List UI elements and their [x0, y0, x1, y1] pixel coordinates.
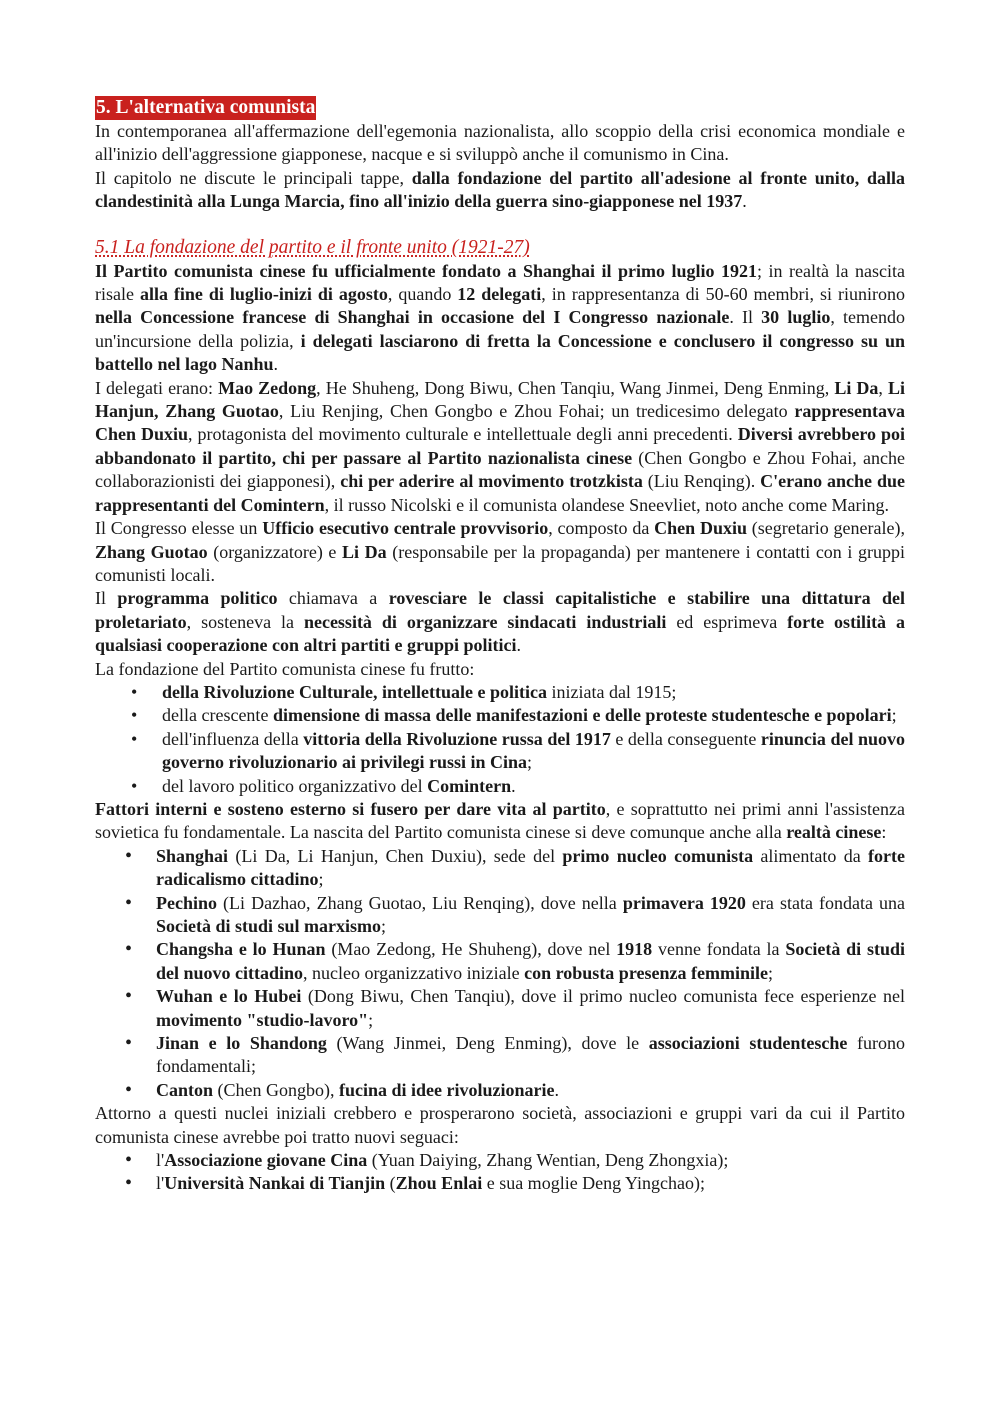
bold-run: 1918: [616, 939, 653, 960]
bold-run: Shanghai: [156, 845, 229, 866]
bold-run: Jinan e lo Shandong: [156, 1033, 327, 1054]
bold-run: chi per aderire al movimento trotzkista: [340, 471, 643, 492]
text-run: della crescente: [162, 705, 273, 726]
paragraph-congress: [95, 517, 905, 587]
text-run: e sua moglie Deng Yingchao);: [482, 1173, 705, 1194]
document-page: [95, 96, 905, 1196]
text-run: I delegati erano:: [95, 377, 219, 398]
text-run: (organizzatore) e: [207, 541, 343, 562]
text-run: furono fondamentali;: [156, 1033, 905, 1077]
bold-run: dimensione di massa delle manifestazioni e delle proteste studentesche e popolari: [272, 705, 892, 726]
text-run: , quando: [387, 284, 458, 305]
bold-run: rinuncia del nuovo governo rivoluzionario ai privilegi russi in Cina: [162, 728, 905, 773]
bold-run: Chen Duxiu: [654, 518, 747, 539]
text-run: (segretario generale),: [746, 518, 905, 539]
bold-run: Mao Zedong: [218, 377, 317, 398]
bold-run: rappresentava Chen Duxiu: [95, 401, 905, 445]
chapter-intro: In contemporanea all'affermazione dell'egemonia nazionalista, allo scoppio della crisi economica mondiale e all'inizio dell'aggressione giapponese, nacque e si sviluppò anche il comunismo in Cina.: [95, 121, 905, 165]
bold-run: fucina di idee rivoluzionarie: [339, 1079, 555, 1100]
text-run: (Li Dazhao, Zhang Guotao, Liu Renqing), dove nella: [217, 892, 623, 913]
groups-list: [95, 1149, 905, 1196]
list-item: [95, 681, 905, 704]
text-run: (Chen Gongbo e Zhou Fohai, anche collaborazionisti dei giapponesi),: [95, 447, 905, 492]
text-run: , composto da: [548, 518, 655, 539]
text-run: l': [156, 1150, 165, 1171]
bold-run: Associazione giovane Cina: [164, 1150, 368, 1171]
section-title: 5.1 La fondazione del partito e il fronte unito (1921-27): [95, 236, 530, 258]
bold-run: primo nucleo comunista: [562, 845, 754, 866]
text-run: , sosteneva la: [186, 611, 304, 632]
text-run: l': [156, 1173, 165, 1194]
paragraph-groups-intro: Attorno a questi nuclei iniziali crebbero e prosperarono società, associazioni e gruppi vari da cui il Partito comunista cinese avrebbe poi tratto nuovi seguaci:: [95, 1103, 905, 1147]
text-run: ;: [767, 962, 773, 983]
bold-run: nella Concessione francese di Shanghai in occasione del I Congresso nazionale: [95, 307, 730, 328]
bold-run: Il Partito comunista cinese fu ufficialmente fondato a Shanghai il primo luglio 1921: [95, 260, 758, 281]
bold-run: programma politico: [117, 588, 278, 609]
text-run: , nucleo organizzativo iniziale: [303, 962, 525, 983]
list-item: [95, 728, 905, 775]
bold-run: Ufficio esecutivo centrale provvisorio: [262, 518, 549, 539]
summary-text: Il capitolo ne discute le principali tappe,: [95, 167, 412, 188]
text-run: :: [881, 822, 887, 843]
bold-run: Società di studi sul marxismo: [156, 916, 382, 936]
text-run: dell'influenza della: [162, 728, 304, 749]
bold-run: i delegati lasciarono di fretta la Concessione e conclusero il congresso su un battello nel lago Nanhu: [95, 330, 906, 375]
bold-run: Zhang Guotao: [95, 541, 208, 562]
bold-run: rovesciare le classi capitalistiche e stabilire una dittatura del proletariato: [95, 588, 906, 632]
bold-run: Fattori interni e sosteno esterno si fusero per dare vita al partito: [95, 798, 606, 819]
list-item: [95, 892, 905, 939]
text-run: , e soprattutto nei primi anni l'assistenza sovietica fu fondamentale. La nascita del Partito comunista cinese si deve comunque anche alla: [95, 798, 905, 843]
bold-run: Changsha e lo Hunan: [156, 939, 326, 960]
bold-run: Wuhan e lo Hubei: [156, 986, 302, 1007]
text-run: Il: [95, 588, 118, 609]
list-item: [95, 704, 905, 727]
text-run: (: [385, 1173, 396, 1194]
paragraph-factors: [95, 798, 905, 845]
bold-run: Università Nankai di Tianjin: [164, 1173, 386, 1194]
text-run: (Dong Biwu, Chen Tanqiu), dove il primo nucleo comunista fece esperienze nel: [301, 986, 905, 1007]
text-run: , He Shuheng, Dong Biwu, Chen Tanqiu, Wang Jinmei, Deng Enming,: [316, 377, 835, 398]
text-run: ;: [318, 869, 324, 890]
bold-run: Canton: [156, 1079, 214, 1100]
bold-run: associazioni studentesche: [648, 1033, 848, 1054]
bold-run: Zhou Enlai: [395, 1173, 483, 1194]
bold-run: realtà cinese: [786, 822, 882, 843]
list-item: [95, 775, 905, 798]
text-run: ; in realtà la nascita risale: [95, 260, 905, 305]
cities-list: [95, 845, 905, 1102]
bold-run: Li Hanjun, Zhang Guotao: [95, 377, 905, 422]
bold-run: forte radicalismo cittadino: [156, 845, 905, 890]
bold-run: movimento "studio-lavoro": [156, 1009, 369, 1030]
origins-list: [95, 681, 905, 798]
bold-run: Li Da: [834, 377, 879, 398]
text-run: Il Congresso elesse un: [95, 518, 263, 539]
bold-run: Pechino: [156, 892, 217, 913]
text-run: chiamava a: [277, 588, 389, 609]
bold-run: vittoria della Rivoluzione russa del 1917: [303, 728, 611, 749]
paragraph-program: [95, 587, 905, 657]
text-run: .: [516, 635, 521, 656]
chapter-title: 5. L'alternativa comunista: [96, 97, 316, 118]
summary-end: .: [742, 191, 747, 212]
text-run: .: [273, 354, 279, 375]
bold-run: Li Da: [342, 541, 387, 562]
bold-run: Diversi avrebbero poi abbandonato il partito, chi per passare al Partito nazionalista cinese: [95, 424, 906, 468]
text-run: alimentato da: [753, 845, 869, 866]
paragraph-founding: [95, 260, 905, 377]
list-item: [95, 1032, 905, 1079]
text-run: iniziata dal 1915;: [546, 681, 677, 702]
list-item: [95, 1149, 905, 1172]
text-run: (Li Da, Li Hanjun, Chen Duxiu), sede del: [228, 845, 563, 866]
bold-run: necessità di organizzare sindacati industriali: [303, 611, 667, 632]
list-item: [95, 938, 905, 985]
text-run: (Mao Zedong, He Shuheng), dove nel: [325, 939, 617, 960]
bold-run: 12 delegati: [457, 284, 542, 305]
summary-bold: dalla fondazione del partito all'adesione al fronte unito, dalla clandestinità alla Lunga Marcia, fino all'inizio della guerra sino-giapponese nel 1937: [95, 167, 905, 212]
text-run: , Liu Renjing, Chen Gongbo e Zhou Fohai; un tredicesimo delegato: [278, 401, 795, 422]
text-run: , il russo Nicolski e il comunista olandese Sneevliet, noto anche come Maring.: [324, 494, 890, 515]
text-run: del lavoro politico organizzativo del: [162, 775, 428, 796]
bold-run: alla fine di luglio-inizi di agosto: [139, 284, 388, 305]
paragraph-delegates: [95, 377, 905, 517]
bold-run: primavera 1920: [622, 892, 746, 913]
text-run: ;: [527, 752, 533, 773]
text-run: , temendo un'incursione della polizia,: [95, 307, 906, 351]
bold-run: 30 luglio: [761, 307, 831, 328]
bold-run: C'erano anche due rappresentanti del Comintern: [95, 471, 905, 515]
list-item: [95, 985, 905, 1032]
text-run: (Chen Gongbo),: [213, 1079, 339, 1100]
bold-run: della Rivoluzione Culturale, intellettuale e politica: [162, 681, 547, 702]
text-run: ed esprimeva: [666, 611, 788, 632]
text-run: , in rappresentanza di 50-60 membri, si riunirono: [541, 284, 905, 305]
bold-run: con robusta presenza femminile: [524, 962, 768, 983]
text-run: . Il: [729, 307, 762, 328]
text-run: (Liu Renqing).: [642, 471, 761, 492]
list-item: [95, 1172, 905, 1195]
text-run: ;: [381, 916, 387, 936]
bold-run: Comintern: [427, 775, 512, 796]
list-item: [95, 845, 905, 892]
text-run: .: [554, 1079, 559, 1100]
text-run: venne fondata la: [652, 939, 786, 960]
text-run: e della conseguente: [610, 728, 761, 749]
text-run: (Yuan Daiying, Zhang Wentian, Deng Zhongxia);: [367, 1150, 729, 1171]
text-run: .: [511, 775, 516, 796]
text-run: , protagonista del movimento culturale e intellettuale degli anni precedenti.: [188, 424, 738, 445]
text-run: era stata fondata una: [745, 892, 905, 913]
paragraph-origins-intro: La fondazione del Partito comunista cinese fu frutto:: [95, 658, 475, 679]
bold-run: Società di studi del nuovo cittadino: [156, 939, 905, 983]
text-run: ,: [878, 377, 888, 398]
text-run: (Wang Jinmei, Deng Enming), dove le: [326, 1033, 649, 1054]
list-item: [95, 1079, 905, 1102]
bold-run: forte ostilità a qualsiasi cooperazione con altri partiti e gruppi politici: [95, 611, 905, 656]
text-run: (responsabile per la propaganda) per mantenere i contatti con i gruppi comunisti locali.: [95, 541, 905, 585]
text-run: ;: [891, 705, 897, 726]
text-run: ;: [368, 1009, 374, 1030]
chapter-summary: [95, 167, 905, 214]
